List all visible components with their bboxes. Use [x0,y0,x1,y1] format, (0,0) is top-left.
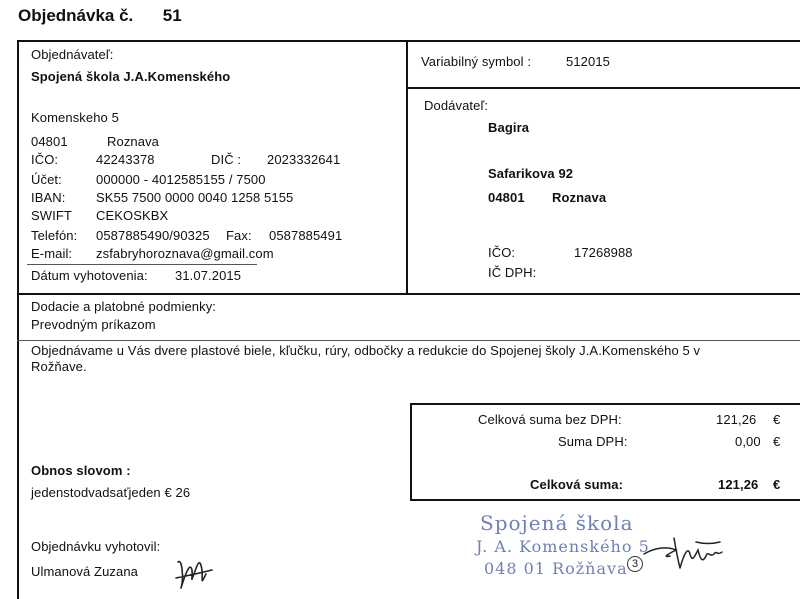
supplier-city: Roznava [552,190,607,205]
column-divider [406,40,408,294]
totals-top-border [410,403,800,405]
customer-email: zsfabryhoroznava@gmail.com [96,246,274,261]
currency-1: € [773,412,781,427]
terms-value: Prevodným príkazom [31,317,156,332]
customer-dic-label: DIČ : [211,152,242,167]
customer-fax: 0587885491 [269,228,343,243]
customer-zip: 04801 [31,134,68,149]
terms-divider [17,340,800,341]
date-label: Dátum vyhotovenia: [31,268,148,283]
customer-iban: SK55 7500 0000 0040 1258 5155 [96,190,294,205]
supplier-ico-label: IČO: [488,245,516,260]
customer-iban-label: IBAN: [31,190,66,205]
currency-3: € [773,477,781,492]
total-label: Celková suma: [530,477,624,492]
totals-left-border [410,403,412,500]
customer-street: Komenskeho 5 [31,110,119,125]
signature-issuer [172,548,216,592]
top-border [17,40,800,42]
signature-director [640,528,728,576]
customer-account: 000000 - 4012585155 / 7500 [96,172,266,187]
stamp-line2: J. A. Komenského 5 [476,537,650,556]
customer-phone-label: Telefón: [31,228,78,243]
header-bottom-border [17,293,800,295]
date-top-rule [27,264,257,265]
customer-fax-label: Fax: [226,228,252,243]
supplier-ico: 17268988 [574,245,633,260]
order-number: 51 [162,6,182,25]
amount-words-value: jedenstodvadsaťjeden € 26 [31,485,191,500]
variable-symbol-value: 512015 [566,54,610,69]
document-title [18,6,182,26]
terms-heading: Dodacie a platobné podmienky: [31,299,217,314]
total-without-vat-value: 121,26 [716,412,757,427]
stamp-number: 3 [627,556,643,572]
varsym-divider [406,87,800,89]
issued-by-name: Ulmanová Zuzana [31,564,138,579]
customer-swift-label: SWIFT [31,208,72,223]
customer-phone: 0587885490/90325 [96,228,210,243]
variable-symbol-label: Variabilný symbol : [421,54,532,69]
date-value: 31.07.2015 [175,268,242,283]
totals-bottom-border [410,499,800,501]
currency-2: € [773,434,781,449]
customer-email-label: E-mail: [31,246,73,261]
total-without-vat-label: Celková suma bez DPH: [478,412,622,427]
supplier-zip: 04801 [488,190,525,205]
vat-label: Suma DPH: [558,434,628,449]
left-border [17,40,19,599]
supplier-street: Safarikova 92 [488,166,574,181]
customer-name: Spojená škola J.A.Komenského [31,69,231,84]
stamp-line3: 048 01 Rožňava [484,559,628,578]
stamp-line1: Spojená škola [480,511,634,535]
supplier-icdph-label: IČ DPH: [488,265,537,280]
customer-heading: Objednávateľ: [31,47,114,62]
customer-account-label: Účet: [31,172,62,187]
total-value: 121,26 [718,477,759,492]
order-text-line1: Objednávame u Vás dvere plastové biele, kľučku, rúry, odbočky a redukcie do Spojenej školy J.A.Komenského 5 v [31,343,701,358]
customer-city: Roznava [107,134,160,149]
amount-words-label: Obnos slovom : [31,463,131,478]
customer-swift: CEKOSKBX [96,208,169,223]
vat-value: 0,00 [735,434,761,449]
order-text-line2: Rožňave. [31,359,87,374]
supplier-heading: Dodávateľ: [424,98,489,113]
issued-by-label: Objednávku vyhotovil: [31,539,161,554]
customer-ico: 42243378 [96,152,155,167]
customer-dic: 2023332641 [267,152,341,167]
customer-ico-label: IČO: [31,152,59,167]
title-label: Objednávka č. [18,6,134,25]
supplier-name: Bagira [488,120,530,135]
